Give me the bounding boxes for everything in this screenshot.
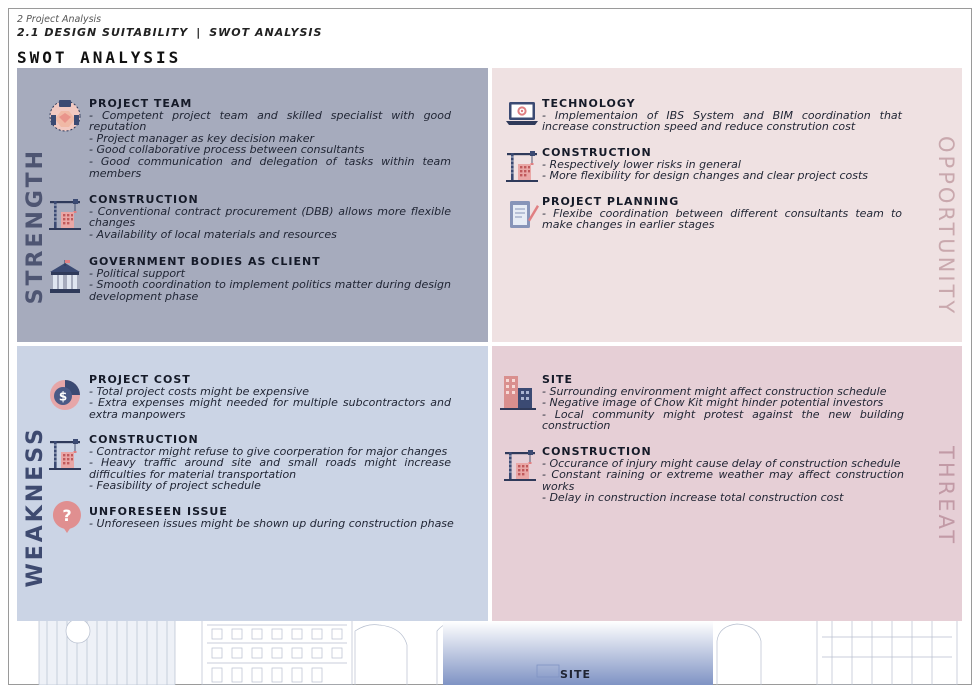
- item-title: UNFORESEEN ISSUE: [89, 505, 228, 518]
- item-title: CONSTRUCTION: [542, 146, 652, 159]
- item-line: - Local community might protest against the new building construction: [542, 407, 904, 433]
- threat-quadrant: [492, 346, 962, 621]
- item-line: - Respectively lower risks in general: [542, 157, 741, 171]
- threat-item-construction: [542, 446, 904, 504]
- item-line: - Delay in construction increase total construction cost: [542, 491, 844, 505]
- item-line: - Implementaion of IBS System and BIM coordination that increase construction speed and reduce constrution cost: [542, 108, 902, 134]
- item-title: TECHNOLOGY: [542, 97, 636, 110]
- weakness-item-construction: [89, 434, 451, 492]
- item-line: - Total project costs might be expensive: [89, 384, 309, 398]
- strength-item-government: [89, 256, 451, 302]
- item-title: PROJECT TEAM: [89, 97, 193, 110]
- svg-text:$: $: [58, 389, 68, 404]
- item-line: - Heavy traffic around site and small roads might increase difficulties for material transportation: [89, 456, 451, 481]
- crane-building-icon: [504, 148, 540, 184]
- strength-quadrant: [17, 68, 488, 342]
- svg-text:?: ?: [62, 506, 72, 525]
- item-line: - Conventional contract procurement (DBB) allows more flexible changes: [89, 204, 451, 230]
- opportunity-item-construction: [542, 147, 902, 182]
- item-title: CONSTRUCTION: [89, 193, 199, 206]
- item-line: - Contractor might refuse to give coorperation for major changes: [89, 444, 448, 458]
- opportunity-label: OPPORTUNITY: [934, 136, 958, 317]
- section-separator: |: [196, 26, 202, 39]
- item-line: - Feasibility of project schedule: [89, 479, 261, 493]
- threat-label: THREAT: [934, 446, 958, 547]
- breadcrumb: 2 Project Analysis: [17, 14, 102, 25]
- item-title: CONSTRUCTION: [542, 445, 652, 458]
- weakness-item-project-cost: [89, 374, 451, 420]
- question-bubble-icon: [49, 498, 85, 534]
- dollar-pie-icon: [47, 377, 83, 413]
- strength-item-project-team: [89, 98, 451, 179]
- item-line: - Extra expenses might needed for multiple subcontractors and extra manpowers: [89, 396, 451, 421]
- laptop-gear-icon: [504, 96, 540, 132]
- item-line: - Occurance of injury might cause delay of construction schedule: [542, 456, 901, 470]
- item-line: - More flexibility for design changes and clear project costs: [542, 169, 868, 183]
- opportunity-quadrant: [492, 68, 962, 342]
- crane-building-icon: [47, 436, 83, 472]
- item-title: CONSTRUCTION: [89, 433, 199, 446]
- item-title: GOVERNMENT BODIES AS CLIENT: [89, 255, 321, 268]
- opportunity-item-technology: [542, 98, 902, 133]
- item-title: PROJECT COST: [89, 373, 191, 386]
- item-line: - Availability of local materials and resources: [89, 227, 337, 241]
- item-line: - Political support: [89, 266, 185, 280]
- threat-item-site: [542, 374, 904, 432]
- clipboard-pen-icon: [504, 196, 540, 232]
- crane-building-icon: [502, 447, 538, 483]
- item-line: - Unforeseen issues might be shown up during construction phase: [89, 516, 454, 530]
- strength-item-construction: [89, 194, 451, 240]
- crane-building-icon: [47, 196, 83, 232]
- item-line: - Negative image of Chow Kit might hinder potential investors: [542, 396, 884, 410]
- item-title: PROJECT PLANNING: [542, 195, 680, 208]
- city-buildings-icon: [498, 372, 538, 412]
- section-name: SWOT ANALYSIS: [209, 26, 323, 39]
- item-line: - Flexibe coordination between different consultants team to make changes in earlier stages: [542, 206, 902, 232]
- government-building-icon: [47, 260, 83, 296]
- item-line: - Smooth coordination to implement politics matter during design development phase: [89, 278, 451, 303]
- handshake-icon: [47, 97, 83, 133]
- item-line: - Surrounding environment might affect construction schedule: [542, 384, 887, 398]
- section-number: 2.1 DESIGN SUITABILITY: [17, 26, 189, 39]
- weakness-item-unforeseen: [89, 506, 459, 529]
- item-line: - Good collaborative process between consultants: [89, 143, 365, 157]
- item-line: - Project manager as key decision maker: [89, 131, 315, 145]
- item-title: SITE: [542, 373, 574, 386]
- opportunity-item-planning: [542, 196, 902, 231]
- section-heading: [17, 26, 322, 39]
- street-elevation-drawing: [17, 621, 962, 685]
- weakness-label: WEAKNESS: [23, 426, 48, 588]
- item-line: - Constant raining or extreme weather may affect construction works: [542, 468, 904, 493]
- item-line: - Good communication and delegation of tasks within team members: [89, 154, 451, 180]
- page-title: SWOT ANALYSIS: [17, 48, 182, 67]
- weakness-quadrant: [17, 346, 488, 621]
- site-label: SITE: [560, 668, 592, 681]
- item-line: - Competent project team and skilled specialist with good reputation: [89, 108, 451, 134]
- strength-label: STRENGTH: [23, 148, 48, 305]
